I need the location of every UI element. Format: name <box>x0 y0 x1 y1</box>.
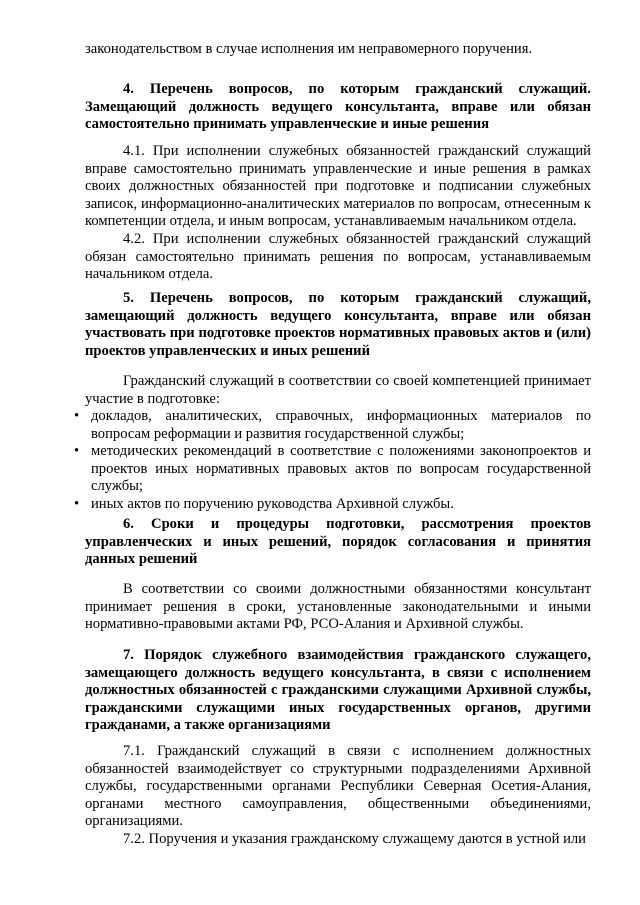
section-7-paragraph-1: 7.1. Гражданский служащий в связи с исполнением должностных обязанностей взаимодействует со структурными подразделениями Архивной службы, государственными органами Республики Северная Осетия-Алания, органами местного самоуправления, общественными объединениями, организациями. <box>85 743 591 830</box>
section-4-heading: 4. Перечень вопросов, по которым гражданский служащий. Замещающий должность ведущего консультанта, вправе или обязан самостоятельно принимать управленческие и иные решения <box>85 81 591 133</box>
list-item: • методических рекомендаций в соответствие с положениями законопроектов и проектов иных нормативных правовых актов по вопросам государственной службы; <box>85 443 591 496</box>
section-7-heading: 7. Порядок служебного взаимодействия гражданского служащего, замещающего должность ведущего консультанта, в связи с исполнением должностных обязанностей с гражданскими служащими Архивной службы, гражданскими служащими иных государственных органов, другими гражданами, а также организациями <box>85 647 591 734</box>
section-6-heading: 6. Сроки и процедуры подготовки, рассмотрения проектов управленческих и иных решений, порядок согласования и принятия данных решений <box>85 516 591 568</box>
list-item: • докладов, аналитических, справочных, информационных материалов по вопросам реформации и развития государственной службы; <box>85 408 591 443</box>
section-5-intro: Гражданский служащий в соответствии со своей компетенцией принимает участие в подготовке: <box>85 373 591 407</box>
section-7-paragraph-2: 7.2. Поручения и указания гражданскому служащему даются в устной или <box>123 831 586 847</box>
section-4-paragraph-1: 4.1. При исполнении служебных обязанностей гражданский служащий вправе самостоятельно принимать управленческие и иные решения в рамках своих должностных обязанностей при подготовке и подписании служебных записок, информационно-аналитических материалов по вопросам, отнесенным к компетенции отдела, и иным вопросам, устанавливаемым начальником отдела. <box>85 143 591 230</box>
section-4-paragraph-2: 4.2. При исполнении служебных обязанностей гражданский служащий обязан самостоятельно принимать решения по вопросам, устанавливаемым начальником отдела. <box>85 231 591 283</box>
list-item: • иных актов по поручению руководства Архивной службы. <box>85 496 591 514</box>
section-5-heading: 5. Перечень вопросов, по которым гражданский служащий, замещающий должность ведущего консультанта, вправе или обязан участвовать при подготовке проектов нормативных правовых актов и (или) проектов управленческих и иных решений <box>85 290 591 359</box>
section-5-bullet-list <box>85 408 591 514</box>
section-6-paragraph-1: В соответствии со своими должностными обязанностями консультант принимает решения в сроки, установленные законодательными и иными нормативно-правовыми актами РФ, РСО-Алания и Архивной службы. <box>85 581 591 633</box>
lead-line: законодательством в случае исполнения им неправомерного поручения. <box>85 41 533 57</box>
